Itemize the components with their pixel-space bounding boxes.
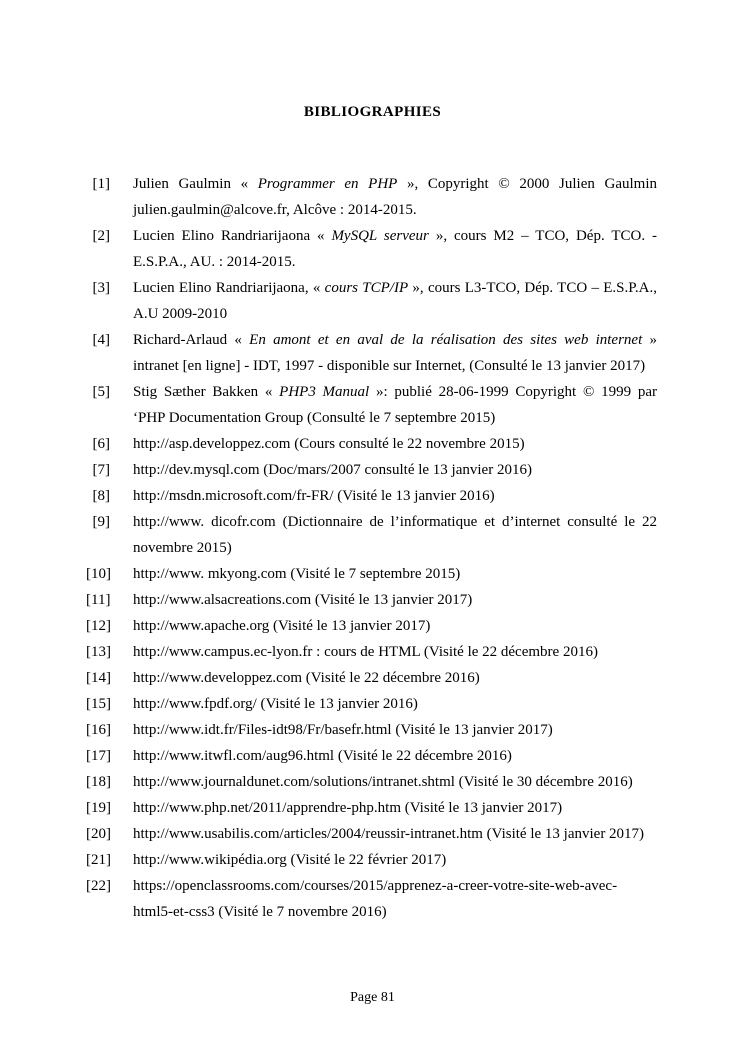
reference-number: [12] — [86, 618, 111, 634]
reference-text-segment: http://www.idt.fr/Files-idt98/Fr/basefr.html (Visité le 13 janvier 2017) — [133, 722, 553, 738]
reference-text-segment: Lucien Elino Randriarijaona « — [133, 228, 332, 244]
reference-text-segment: http://www.itwfl.com/aug96.html (Visité le 22 décembre 2016) — [133, 748, 512, 764]
reference-item — [86, 821, 657, 847]
reference-text — [133, 717, 657, 743]
reference-number: [18] — [86, 774, 111, 790]
reference-number: [7] — [92, 462, 110, 478]
reference-text — [133, 275, 657, 327]
reference-text — [133, 873, 657, 925]
reference-text-segment: http://www. dicofr.com (Dictionnaire de l’informatique et d’internet consulté le 22 novembre 2015) — [133, 514, 657, 556]
reference-text — [133, 639, 657, 665]
reference-text — [133, 379, 657, 431]
reference-text-segment: Julien Gaulmin « — [133, 176, 258, 192]
reference-text-segment: » intranet [en ligne] - IDT, 1997 - disponible sur Internet, (Consulté le 13 janvier 2017) — [133, 332, 658, 374]
reference-text-segment: http://www.apache.org (Visité le 13 janvier 2017) — [133, 618, 431, 634]
page-title: BIBLIOGRAPHIES — [303, 104, 442, 120]
reference-number: [15] — [86, 696, 111, 712]
reference-item — [86, 171, 657, 223]
reference-number: [3] — [92, 280, 110, 296]
reference-item — [86, 327, 657, 379]
reference-text-segment: http://dev.mysql.com (Doc/mars/2007 consulté le 13 janvier 2016) — [133, 462, 532, 478]
reference-item — [86, 223, 657, 275]
reference-text-segment: http://www.wikipédia.org (Visité le 22 février 2017) — [133, 852, 447, 868]
reference-item — [86, 873, 657, 925]
reference-text — [133, 743, 657, 769]
reference-text-segment: http://www.journaldunet.com/solutions/intranet.shtml (Visité le 30 décembre 2016) — [133, 774, 633, 790]
reference-text-segment: http://www. mkyong.com (Visité le 7 septembre 2015) — [133, 566, 461, 582]
reference-item — [86, 795, 657, 821]
reference-text — [133, 821, 657, 847]
reference-text-segment: http://www.usabilis.com/articles/2004/reussir-intranet.htm (Visité le 13 janvier 2017) — [133, 826, 645, 842]
reference-item — [86, 639, 657, 665]
reference-text-segment: http://www.alsacreations.com (Visité le 13 janvier 2017) — [133, 592, 473, 608]
reference-item — [86, 587, 657, 613]
reference-text — [133, 483, 657, 509]
reference-item — [86, 613, 657, 639]
reference-number: [22] — [86, 878, 111, 894]
reference-text-segment: », Copyright © 2000 Julien Gaulmin julien.gaulmin@alcove.fr, Alcôve : 2014-2015. — [133, 176, 657, 218]
reference-item — [86, 561, 657, 587]
reference-title-italic: MySQL serveur — [331, 228, 429, 244]
reference-text-segment: http://msdn.microsoft.com/fr-FR/ (Visité le 13 janvier 2016) — [133, 488, 495, 504]
reference-item — [86, 769, 657, 795]
reference-text — [133, 691, 657, 717]
reference-number: [2] — [92, 228, 110, 244]
reference-number: [21] — [86, 852, 111, 868]
reference-text-segment: http://www.campus.ec-lyon.fr : cours de HTML (Visité le 22 décembre 2016) — [133, 644, 598, 660]
reference-title-italic: cours TCP/IP — [324, 280, 409, 296]
reference-text — [133, 171, 657, 223]
reference-title-italic: PHP3 Manual — [279, 384, 370, 400]
reference-number: [17] — [86, 748, 111, 764]
reference-text — [133, 223, 657, 275]
reference-text-segment: », cours M2 – TCO, Dép. TCO. - E.S.P.A., AU. : 2014-2015. — [133, 228, 657, 270]
reference-text — [133, 795, 657, 821]
reference-number: [11] — [86, 592, 111, 608]
reference-item — [86, 665, 657, 691]
reference-text — [133, 587, 657, 613]
reference-number: [13] — [86, 644, 111, 660]
reference-text-segment: http://www.fpdf.org/ (Visité le 13 janvier 2016) — [133, 696, 418, 712]
reference-title-italic: Programmer en PHP — [257, 176, 398, 192]
reference-text — [133, 457, 657, 483]
reference-number: [14] — [86, 670, 111, 686]
reference-text-segment: », cours L3-TCO, Dép. TCO – E.S.P.A., A.U 2009-2010 — [133, 280, 657, 322]
reference-item — [86, 847, 657, 873]
reference-item — [86, 717, 657, 743]
reference-text — [133, 847, 657, 873]
page-footer: Page 81 — [350, 990, 395, 1005]
reference-item — [86, 691, 657, 717]
reference-title-italic: En amont et en aval de la réalisation des sites web internet — [249, 332, 643, 348]
reference-number: [8] — [92, 488, 110, 504]
reference-item — [86, 483, 657, 509]
reference-text — [133, 769, 657, 795]
reference-text — [133, 561, 657, 587]
references-list — [86, 171, 657, 925]
reference-text-segment: »: publié 28-06-1999 Copyright © 1999 par ‘PHP Documentation Group (Consulté le 7 septembre 2015) — [133, 384, 657, 426]
reference-text-segment: http://asp.developpez.com (Cours consulté le 22 novembre 2015) — [133, 436, 525, 452]
reference-item — [86, 431, 657, 457]
reference-number: [4] — [92, 332, 110, 348]
reference-text-segment: http://www.php.net/2011/apprendre-php.htm (Visité le 13 janvier 2017) — [133, 800, 563, 816]
reference-text — [133, 431, 657, 457]
reference-number: [5] — [92, 384, 110, 400]
reference-number: [10] — [86, 566, 111, 582]
reference-item — [86, 379, 657, 431]
reference-text — [133, 509, 657, 561]
reference-text — [133, 665, 657, 691]
reference-item — [86, 275, 657, 327]
reference-number: [9] — [92, 514, 110, 530]
reference-text — [133, 613, 657, 639]
reference-text — [133, 327, 657, 379]
reference-number: [19] — [86, 800, 111, 816]
reference-text-segment: https://openclassrooms.com/courses/2015/apprenez-a-creer-votre-site-web-avec-html5-et-css3 (Visité le 7 novembre 2016) — [133, 878, 618, 920]
reference-item — [86, 743, 657, 769]
reference-text-segment: Lucien Elino Randriarijaona, « — [133, 280, 325, 296]
reference-text-segment: Richard-Arlaud « — [133, 332, 250, 348]
reference-item — [86, 457, 657, 483]
reference-number: [1] — [92, 176, 110, 192]
reference-text-segment: http://www.developpez.com (Visité le 22 décembre 2016) — [133, 670, 480, 686]
reference-number: [6] — [92, 436, 110, 452]
reference-item — [86, 509, 657, 561]
reference-text-segment: Stig Sæther Bakken « — [133, 384, 280, 400]
reference-number: [16] — [86, 722, 111, 738]
reference-number: [20] — [86, 826, 111, 842]
